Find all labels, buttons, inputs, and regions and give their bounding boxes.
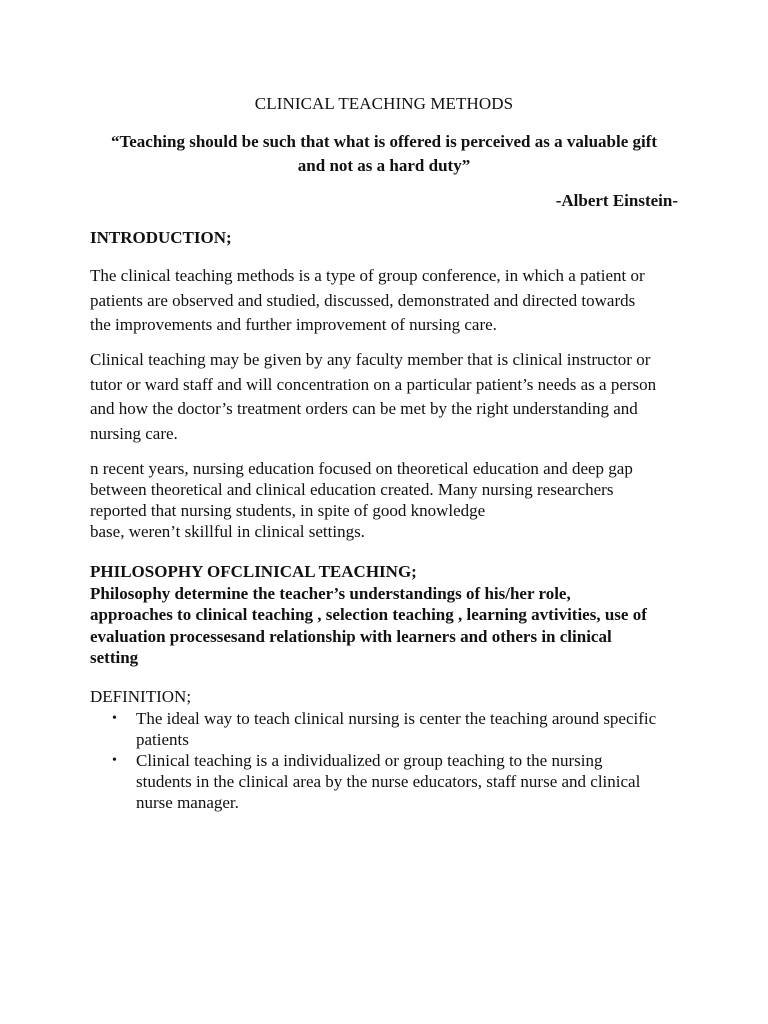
quote-line: and not as a hard duty” (297, 156, 471, 175)
text-line: n recent years, nursing education focused on theoretical education and deep gap (90, 459, 633, 478)
bullet-icon: • (112, 711, 117, 726)
definition-list (90, 708, 690, 813)
text-line: students in the clinical area by the nurse educators, staff nurse and clinical (136, 772, 641, 791)
text-line: approaches to clinical teaching , selection teaching , learning avtivities, use of (90, 605, 647, 625)
text-line: setting (90, 647, 139, 667)
document-title: CLINICAL TEACHING METHODS (254, 94, 514, 113)
list-item (90, 708, 690, 750)
text-line: base, weren’t skillful in clinical settings. (90, 522, 365, 541)
text-line: Clinical teaching may be given by any faculty member that is clinical instructor or (90, 350, 651, 369)
philosophy-heading: PHILOSOPHY OFCLINICAL TEACHING; (90, 562, 417, 581)
definition-heading: DEFINITION; (90, 687, 192, 706)
introduction-paragraph-1 (90, 264, 690, 338)
text-line: between theoretical and clinical education created. Many nursing researchers (90, 480, 614, 499)
text-line: The clinical teaching methods is a type of group conference, in which a patient or (90, 266, 645, 285)
quote-line: “Teaching should be such that what is offered is perceived as a valuable gift (110, 132, 658, 151)
introduction-paragraph-3 (90, 458, 670, 542)
text-line: Philosophy determine the teacher’s understandings of his/her role, (90, 584, 571, 603)
text-line: evaluation processesand relationship with learners and others in clinical (90, 626, 612, 646)
text-line: nursing care. (90, 423, 178, 443)
epigraph-quote (90, 130, 678, 178)
text-line: patients are observed and studied, discussed, demonstrated and directed towards (90, 290, 636, 310)
introduction-paragraph-2 (90, 348, 690, 446)
list-item (90, 750, 690, 813)
quote-attribution: -Albert Einstein- (555, 191, 678, 210)
bullet-icon: • (112, 753, 117, 768)
philosophy-paragraph (90, 583, 680, 668)
text-line: and how the doctor’s treatment orders can be met by the right understanding and (90, 399, 638, 418)
text-line: The ideal way to teach clinical nursing is center the teaching around specific (136, 709, 657, 728)
text-line: tutor or ward staff and will concentration on a particular patient’s needs as a person (90, 374, 657, 394)
introduction-heading: INTRODUCTION; (90, 228, 232, 247)
text-line: Clinical teaching is a individualized or group teaching to the nursing (136, 751, 603, 770)
text-line: patients (136, 730, 189, 749)
text-line: the improvements and further improvement of nursing care. (90, 315, 497, 334)
text-line: nurse manager. (136, 793, 239, 812)
text-line: reported that nursing students, in spite of good knowledge (90, 501, 486, 520)
